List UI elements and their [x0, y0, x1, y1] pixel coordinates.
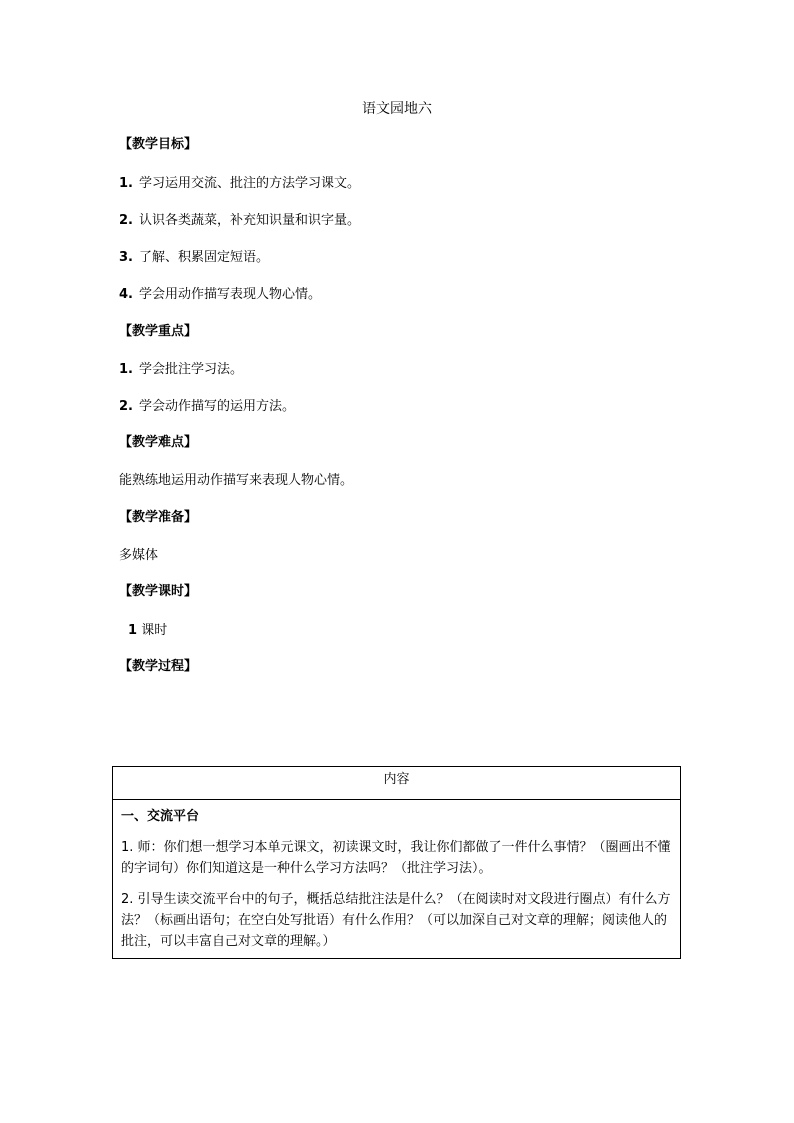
class-hours-unit: 课时	[141, 623, 168, 638]
document-title: 语文园地六	[362, 101, 432, 117]
heading-class-hours: 【教学课时】	[119, 584, 198, 599]
class-hours-number: 1	[128, 623, 138, 638]
preparation-text: 多媒体	[119, 548, 159, 563]
key-point-item-2	[119, 398, 295, 416]
table-content-cell	[113, 800, 681, 959]
table-row	[113, 800, 681, 959]
goal-item-2	[119, 212, 360, 230]
content-table	[112, 766, 681, 959]
heading-difficulties: 【教学难点】	[119, 435, 198, 450]
goal-item-text: 学习运用交流、批注的方法学习课文。	[139, 176, 361, 191]
table-header-cell: 内容	[113, 767, 681, 800]
goal-item-text: 学会用动作描写表现人物心情。	[139, 287, 322, 302]
goal-item-3	[119, 249, 269, 267]
heading-key-points: 【教学重点】	[119, 324, 198, 339]
goal-item-number: 4.	[119, 287, 133, 302]
goal-item-text: 了解、积累固定短语。	[139, 250, 270, 265]
key-point-number: 1.	[119, 362, 133, 377]
goal-item-number: 1.	[119, 176, 133, 191]
goal-item-4	[119, 286, 321, 304]
class-hours-text	[119, 622, 167, 640]
table-paragraph-1: 1. 师：你们想一想学习本单元课文，初读课文时，我让你们都做了一件什么事情？（圈画出不懂的字词句）你们知道这是一种什么学习方法吗？（批注学习法）。	[121, 840, 671, 876]
difficulty-text: 能熟练地运用动作描写来表现人物心情。	[119, 473, 354, 488]
key-point-text: 学会动作描写的运用方法。	[139, 399, 296, 414]
key-point-item-1	[119, 361, 243, 379]
heading-preparation: 【教学准备】	[119, 510, 198, 525]
key-point-text: 学会批注学习法。	[139, 362, 244, 377]
table-paragraph-2: 2. 引导生读交流平台中的句子，概括总结批注法是什么？（在阅读时对文段进行圈点）有什么方法？（标画出语句；在空白处写批语）有什么作用？（可以加深自己对文章的理解；阅读他人的批注，可以丰富自己对文章的理解。）	[121, 892, 671, 949]
key-point-number: 2.	[119, 399, 133, 414]
goal-item-number: 3.	[119, 250, 133, 265]
goal-item-1	[119, 175, 360, 193]
goal-item-text: 认识各类蔬菜，补充知识量和识字量。	[139, 213, 361, 228]
table-section-title: 一、交流平台	[121, 809, 200, 824]
goal-item-number: 2.	[119, 213, 133, 228]
heading-teaching-process: 【教学过程】	[119, 659, 198, 674]
table-header-row	[113, 767, 681, 800]
heading-teaching-goals: 【教学目标】	[119, 137, 198, 152]
